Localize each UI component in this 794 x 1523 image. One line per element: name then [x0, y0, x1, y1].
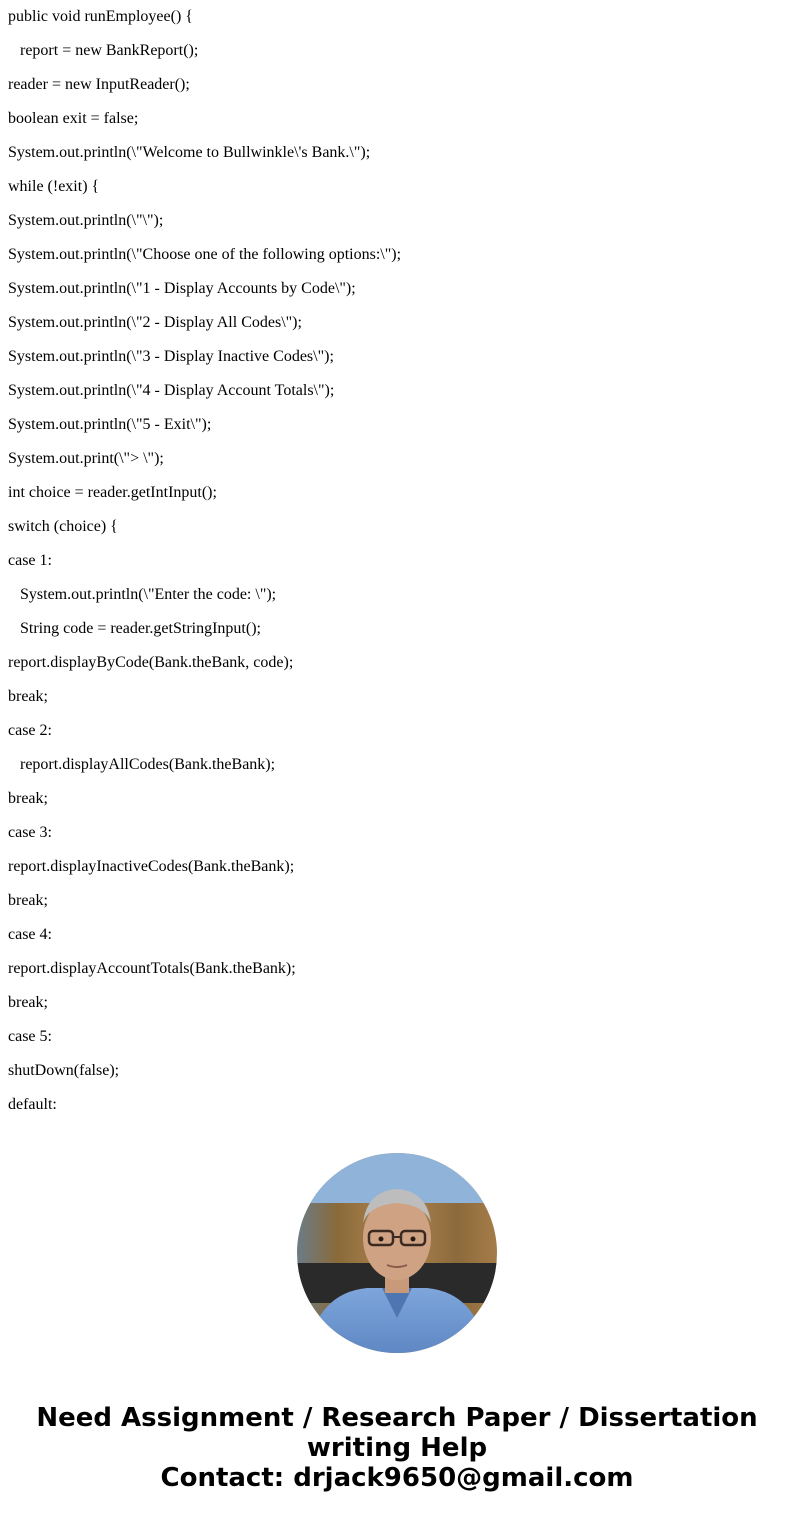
author-avatar: [297, 1153, 497, 1353]
promo-contact: Contact: drjack9650@gmail.com: [160, 1463, 634, 1493]
code-line: while (!exit) {: [8, 178, 100, 195]
code-line: break;: [8, 790, 48, 807]
code-line: System.out.println(\"Choose one of the following options:\");: [8, 246, 402, 263]
promo-line-1: Need Assignment / Research Paper / Dissertation: [36, 1403, 758, 1433]
code-line: case 1:: [8, 552, 52, 569]
code-line: report.displayAllCodes(Bank.theBank);: [20, 756, 276, 773]
promo-line-2: writing Help: [306, 1433, 488, 1463]
code-line: report = new BankReport();: [20, 42, 199, 59]
code-line: case 3:: [8, 824, 52, 841]
code-line: case 2:: [8, 722, 52, 739]
code-line: System.out.print(\"> \");: [8, 450, 164, 467]
code-line: System.out.println(\"1 - Display Accounts by Code\");: [8, 280, 356, 297]
code-line: break;: [8, 994, 48, 1011]
code-line: System.out.println(\"5 - Exit\");: [8, 416, 212, 433]
code-line: System.out.println(\"Welcome to Bullwinkle\'s Bank.\");: [8, 144, 371, 161]
promo-banner: [0, 1403, 794, 1493]
code-line: reader = new InputReader();: [8, 76, 190, 93]
code-line: System.out.println(\"\");: [8, 212, 164, 229]
code-line: report.displayAccountTotals(Bank.theBank);: [8, 960, 296, 977]
code-line: break;: [8, 688, 48, 705]
code-line: boolean exit = false;: [8, 110, 139, 127]
code-line: default:: [8, 1096, 57, 1113]
code-line: case 5:: [8, 1028, 52, 1045]
portrait-illustration: [297, 1153, 497, 1353]
code-line: public void runEmployee() {: [8, 8, 193, 25]
code-line: report.displayByCode(Bank.theBank, code);: [8, 654, 294, 671]
code-line: System.out.println(\"Enter the code: \");: [20, 586, 277, 603]
code-line: System.out.println(\"3 - Display Inactive Codes\");: [8, 348, 334, 365]
code-line: String code = reader.getStringInput();: [20, 620, 261, 637]
code-line: System.out.println(\"2 - Display All Codes\");: [8, 314, 302, 331]
code-line: switch (choice) {: [8, 518, 118, 535]
code-line: System.out.println(\"4 - Display Account Totals\");: [8, 382, 335, 399]
code-line: int choice = reader.getIntInput();: [8, 484, 217, 501]
code-line: report.displayInactiveCodes(Bank.theBank);: [8, 858, 295, 875]
code-line: shutDown(false);: [8, 1062, 120, 1079]
code-line: break;: [8, 892, 48, 909]
code-listing: [8, 8, 786, 1130]
code-line: case 4:: [8, 926, 52, 943]
